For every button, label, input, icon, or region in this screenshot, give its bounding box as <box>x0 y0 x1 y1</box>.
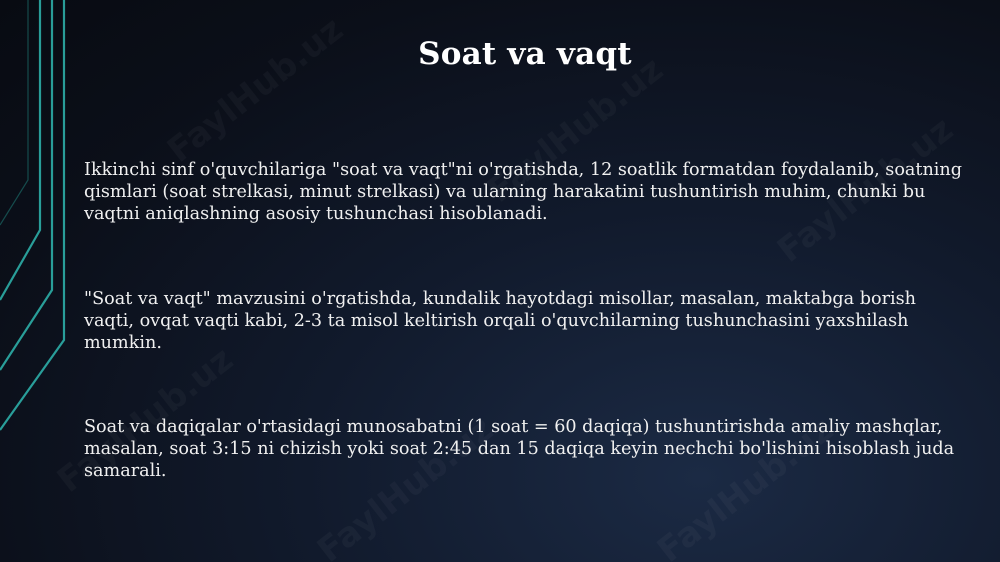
paragraph-1: Ikkinchi sinf o'quvchilariga "soat va vaqt"ni o'rgatishda, 12 soatlik formatdan foydalanib, soatning qismlari (soat strelkasi, minut strelkasi) va ularning harakatini tushuntirish muhim, chunki bu vaqtni aniqlashning asosiy tushunchasi hisoblanadi. <box>84 160 963 224</box>
slide-title: Soat va vaqt <box>418 36 632 72</box>
watermark <box>160 9 351 170</box>
paragraph-3: Soat va daqiqalar o'rtasidagi munosabatni (1 soat = 60 daqiqa) tushuntirishda amaliy mashqlar, masalan, soat 3:15 ni chizish yoki soat 2:45 dan 15 daqiqa keyin nechchi bo'lishini hisoblash juda samarali. <box>84 417 955 481</box>
deco-line-4 <box>0 0 28 225</box>
paragraph-2: "Soat va vaqt" mavzusini o'rgatishda, kundalik hayotdagi misollar, masalan, maktabga borish vaqti, ovqat vaqti kabi, 2-3 ta misol keltirish orqali o'quvchilarning tushunchasini yaxshilash mumkin. <box>84 289 917 353</box>
